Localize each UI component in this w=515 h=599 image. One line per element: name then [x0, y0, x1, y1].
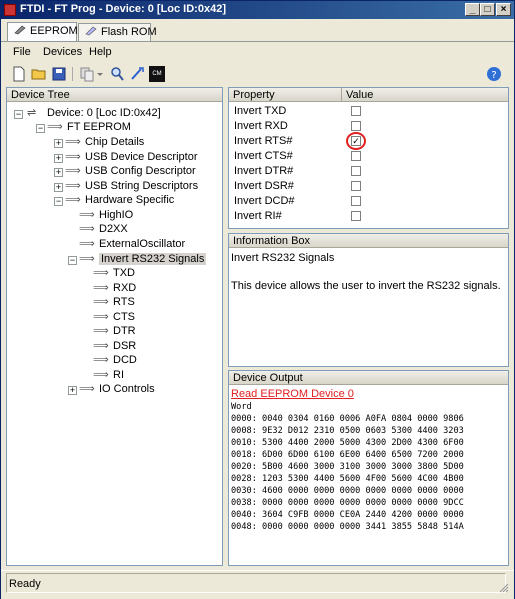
- dropdown-icon[interactable]: [95, 66, 105, 82]
- invert-dsr-checkbox[interactable]: [351, 181, 361, 191]
- property-row-invert-dcd: [229, 194, 508, 209]
- tree-node-ft-eeprom[interactable]: [47, 120, 131, 134]
- toolbar-separator: [72, 67, 73, 81]
- tree-expander-io-controls[interactable]: +: [69, 385, 76, 395]
- information-box: [228, 233, 509, 367]
- tree-node-label: CTS: [113, 311, 135, 323]
- tree-node-label: Chip Details: [85, 136, 145, 148]
- arrow-icon: ⟹: [93, 369, 109, 381]
- output-line: 0008: 9E32 D012 2310 0500 0603 5300 4400 3203: [231, 426, 464, 436]
- property-grid: [228, 87, 509, 229]
- property-name: Invert CTS#: [234, 150, 293, 162]
- arrow-icon: ⟹: [47, 121, 63, 133]
- flash-rom-icon: [85, 26, 97, 36]
- property-row-invert-ri: [229, 209, 508, 224]
- information-title: Invert RS232 Signals: [231, 252, 335, 264]
- save-icon[interactable]: [51, 66, 67, 82]
- tree-node-rts[interactable]: [93, 295, 135, 309]
- tab-eeprom[interactable]: [7, 22, 77, 42]
- status-panel: [6, 573, 506, 593]
- menu-devices[interactable]: Devices: [43, 46, 83, 58]
- command-icon[interactable]: CM: [149, 66, 165, 82]
- invert-txd-checkbox[interactable]: [351, 106, 361, 116]
- output-line: 0018: 6D00 6D00 6100 6E00 6400 6500 7200 2000: [231, 450, 464, 460]
- tree-node-label: ExternalOscillator: [99, 238, 186, 250]
- minimize-button[interactable]: _: [465, 3, 480, 16]
- menu-help[interactable]: Help: [89, 46, 112, 58]
- tree-node-label: Device: 0 [Loc ID:0x42]: [47, 107, 161, 119]
- arrow-icon: ⟹: [93, 311, 109, 323]
- search-icon[interactable]: [109, 66, 125, 82]
- output-line: 0028: 1203 5300 4400 5600 4F00 5600 4C00 4B00: [231, 474, 464, 484]
- arrow-icon: ⟹: [93, 354, 109, 366]
- tree-node-dcd[interactable]: [93, 353, 137, 367]
- tree-node-hardware-specific[interactable]: [65, 193, 174, 207]
- arrow-icon: ⟹: [79, 209, 95, 221]
- toolbar: [1, 63, 514, 85]
- output-line: 0020: 5B00 4600 3000 3100 3000 3000 3800 5D00: [231, 462, 464, 472]
- tab-flash-rom-label: Flash ROM: [101, 26, 157, 38]
- tree-node-external-oscillator[interactable]: [79, 237, 185, 251]
- tree-node-chip-details[interactable]: [65, 135, 144, 149]
- tree-node-usb-string-descriptors[interactable]: [65, 179, 198, 193]
- property-row-invert-rxd: [229, 119, 508, 134]
- invert-ri-checkbox[interactable]: [351, 211, 361, 221]
- output-line: 0000: 0040 0304 0160 0006 A0FA 0804 0000 9806: [231, 414, 464, 424]
- tree-node-ri[interactable]: [93, 368, 124, 382]
- device-tree-header: Device Tree: [7, 88, 222, 102]
- output-label: Word: [231, 402, 252, 412]
- tree-node-usb-device-descriptor[interactable]: [65, 150, 197, 164]
- tree-node-label: RTS: [113, 296, 135, 308]
- tree-node-label: TXD: [113, 267, 135, 279]
- usb-device-icon: ⇌: [27, 107, 37, 119]
- app-icon: [4, 4, 16, 16]
- tree-node-device[interactable]: [27, 106, 161, 120]
- arrow-icon: ⟹: [93, 267, 109, 279]
- open-folder-icon[interactable]: [31, 66, 47, 82]
- tree-expander-device[interactable]: −: [15, 109, 22, 119]
- tree-expander-usb-string-descriptors[interactable]: +: [55, 182, 62, 192]
- tree-node-label: Hardware Specific: [85, 194, 175, 206]
- resize-grip-icon[interactable]: [499, 583, 509, 593]
- tree-node-label: D2XX: [99, 223, 128, 235]
- menu-bar: [1, 44, 514, 62]
- arrow-icon: ⟹: [65, 136, 81, 148]
- tree-node-label: Invert RS232 Signals: [101, 253, 205, 265]
- output-line: 0010: 5300 4400 2000 5000 4300 2D00 4300 6F00: [231, 438, 464, 448]
- property-name: Invert DTR#: [234, 165, 294, 177]
- maximize-button[interactable]: □: [480, 3, 495, 16]
- tree-node-label: USB Device Descriptor: [85, 151, 198, 163]
- menu-file[interactable]: File: [13, 46, 31, 58]
- tree-node-label: IO Controls: [99, 383, 155, 395]
- tab-flash-rom[interactable]: [78, 23, 157, 42]
- property-row-invert-dsr: [229, 179, 508, 194]
- arrow-icon: ⟹: [65, 165, 81, 177]
- device-output-panel: [228, 370, 509, 566]
- tree-node-io-controls[interactable]: [79, 382, 155, 396]
- tree-expander-hardware-specific[interactable]: −: [55, 196, 62, 206]
- tree-node-usb-config-descriptor[interactable]: [65, 164, 196, 178]
- column-header-property[interactable]: Property: [229, 88, 342, 102]
- tree-node-label: USB Config Descriptor: [85, 165, 196, 177]
- arrow-icon: ⟹: [79, 253, 95, 265]
- tree-expander-invert-rs232[interactable]: −: [69, 255, 76, 265]
- tree-node-invert-rs232-signals[interactable]: [79, 252, 206, 266]
- tree-node-label: HighIO: [99, 209, 134, 221]
- output-line: 0030: 4600 0000 0000 0000 0000 0000 0000 0000: [231, 486, 464, 496]
- tree-node-rxd[interactable]: [93, 281, 136, 295]
- status-bar: [1, 570, 514, 599]
- new-file-icon[interactable]: [11, 66, 27, 82]
- property-row-invert-cts: [229, 149, 508, 164]
- program-icon[interactable]: [129, 66, 145, 82]
- property-name: Invert RI#: [234, 210, 282, 222]
- tree-expander-ft-eeprom[interactable]: −: [37, 123, 44, 133]
- arrow-icon: ⟹: [93, 282, 109, 294]
- highlight-ring: [346, 132, 366, 150]
- output-line: 0048: 0000 0000 0000 0000 3441 3855 5848 514A: [231, 522, 464, 532]
- property-name: Invert RXD: [234, 120, 288, 132]
- svg-text:?: ?: [491, 70, 497, 81]
- information-box-header: Information Box: [229, 234, 508, 248]
- read-eeprom-link[interactable]: Read EEPROM Device 0: [231, 388, 354, 400]
- tree-node-label: DCD: [113, 354, 137, 366]
- invert-rts-checkbox[interactable]: ✓: [352, 136, 360, 146]
- tree-node-cts[interactable]: [93, 310, 135, 324]
- column-header-value[interactable]: Value: [342, 88, 508, 102]
- arrow-icon: ⟹: [93, 325, 109, 337]
- property-row-invert-rts: [229, 134, 508, 149]
- window-title: FTDI - FT Prog - Device: 0 [Loc ID:0x42]: [20, 3, 226, 15]
- arrow-icon: ⟹: [65, 194, 81, 206]
- output-line: 0038: 0000 0000 0000 0000 0000 0000 0000 9DCC: [231, 498, 464, 508]
- arrow-icon: ⟹: [93, 296, 109, 308]
- tree-node-dtr[interactable]: [93, 324, 136, 338]
- tree-node-label: DSR: [113, 340, 137, 352]
- tree-node-label: RXD: [113, 282, 137, 294]
- property-name: Invert TXD: [234, 105, 287, 117]
- eeprom-icon: [14, 25, 26, 35]
- tree-expander-usb-device-descriptor[interactable]: +: [55, 153, 62, 163]
- arrow-icon: ⟹: [79, 238, 95, 250]
- invert-dcd-checkbox[interactable]: [351, 196, 361, 206]
- output-line: 0040: 3604 C9FB 0000 CE0A 2440 4200 0000 0000: [231, 510, 464, 520]
- tree-node-dsr[interactable]: [93, 339, 136, 353]
- invert-dtr-checkbox[interactable]: [351, 166, 361, 176]
- copy-icon[interactable]: [79, 66, 95, 82]
- arrow-icon: ⟹: [65, 180, 81, 192]
- device-tree-panel: [6, 87, 223, 566]
- tab-divider: [1, 41, 514, 42]
- arrow-icon: ⟹: [79, 223, 95, 235]
- information-text: This device allows the user to invert the RS232 signals.: [231, 280, 501, 292]
- tree-node-d2xx[interactable]: [79, 222, 128, 236]
- tree-node-label: FT EEPROM: [67, 121, 131, 133]
- tree-expander-usb-config-descriptor[interactable]: +: [55, 167, 62, 177]
- property-name: Invert DSR#: [234, 180, 294, 192]
- invert-rxd-checkbox[interactable]: [351, 121, 361, 131]
- tree-node-label: USB String Descriptors: [85, 180, 199, 192]
- arrow-icon: ⟹: [79, 383, 95, 395]
- tree-node-highio[interactable]: [79, 208, 133, 222]
- arrow-icon: ⟹: [65, 151, 81, 163]
- property-name: Invert RTS#: [234, 135, 293, 147]
- property-row-invert-txd: [229, 104, 508, 119]
- invert-cts-checkbox[interactable]: [351, 151, 361, 161]
- arrow-icon: ⟹: [93, 340, 109, 352]
- status-text: Ready: [9, 578, 41, 590]
- device-output-header: Device Output: [229, 371, 508, 385]
- tree-node-label: RI: [113, 369, 124, 381]
- property-row-invert-dtr: [229, 164, 508, 179]
- tree-expander-chip-details[interactable]: +: [55, 138, 62, 148]
- tree-node-txd[interactable]: [93, 266, 135, 280]
- title-bar[interactable]: [1, 1, 514, 19]
- close-button[interactable]: ×: [496, 3, 511, 16]
- property-name: Invert DCD#: [234, 195, 295, 207]
- help-icon[interactable]: [486, 66, 502, 82]
- tab-eeprom-label: EEPROM: [30, 25, 78, 37]
- tree-node-label: DTR: [113, 325, 136, 337]
